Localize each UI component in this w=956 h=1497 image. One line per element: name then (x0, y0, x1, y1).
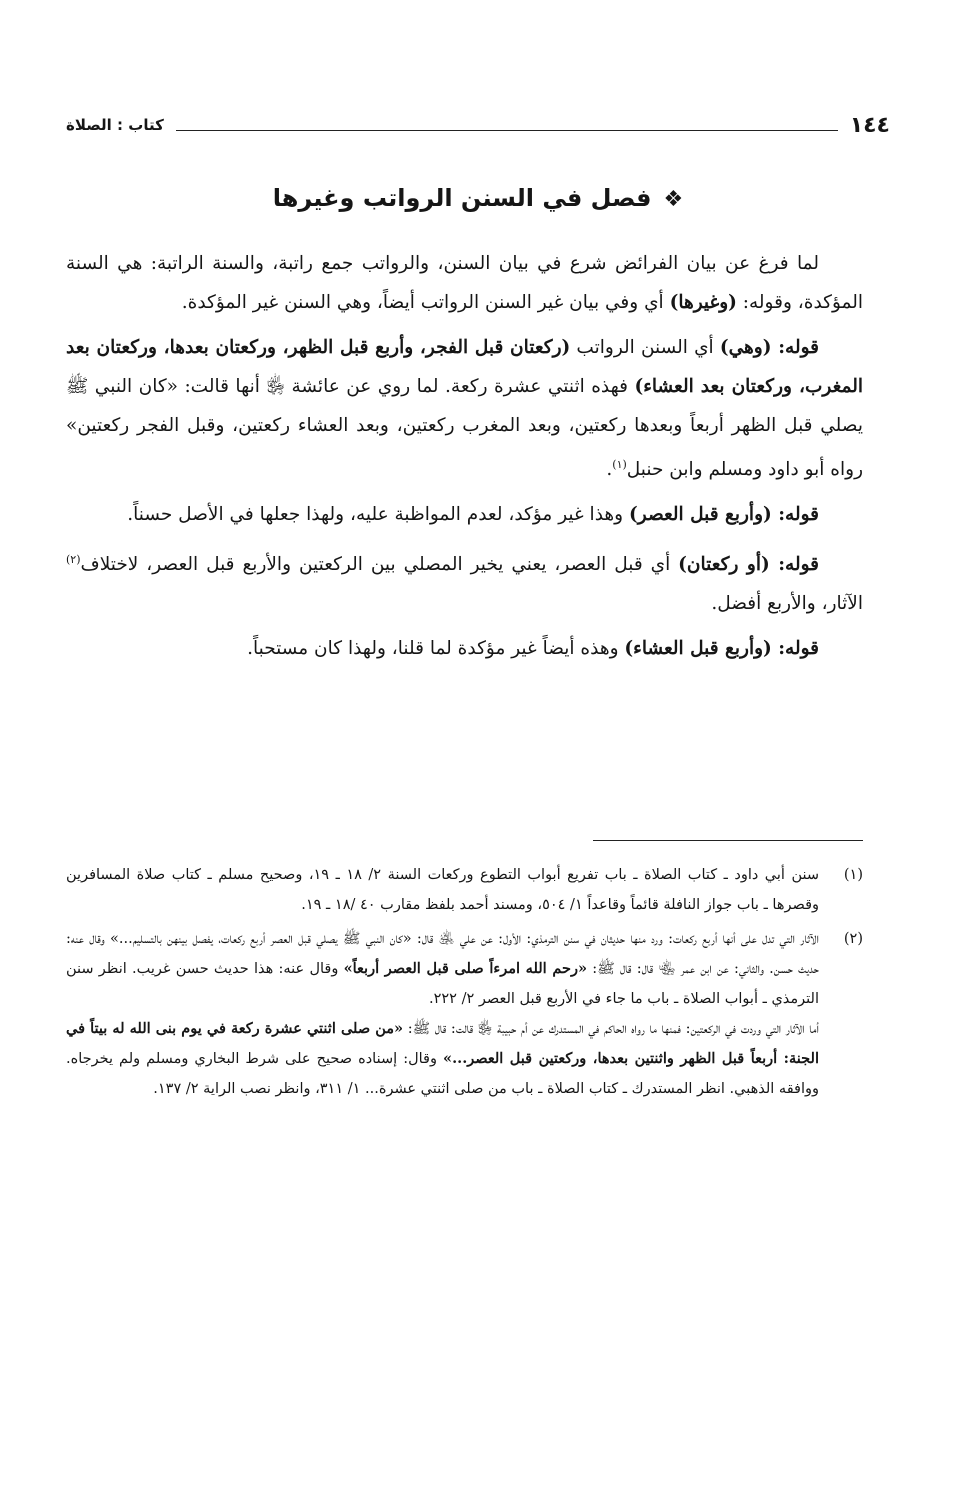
p5-rest: وهذه أيضاً غير مؤكدة لما قلنا، ولهذا كان مستحباً. (247, 638, 625, 660)
p2-text-b: فهذه اثنتي عشرة ركعة. لما روي عن عائشة ﵂ أنها قالت: «كان النبي ﷺ يصلي قبل الظهر أربعاً وبعدها ركعتين، وبعد المغرب ركعتين، وبعد العشاء ركعتين، وقبل الفجر ركعتين» رواه أبو داود ومسلم وابن حنبل (66, 376, 863, 481)
fn2-text-c: أما الآثار التي وردت في الركعتين: فمنها ما رواه الحاكم في المستدرك عن أم حبيبة ﵂ قالت: قال ﷺ: (403, 1021, 819, 1037)
p2-bold-2: (ركعتان قبل الفجر، وأربع قبل الظهر، وركعتان بعدها، وركعتان بعد المغرب، وركعتان بعد العشاء) (66, 337, 863, 397)
p2-text-a: أي السنن الرواتب (570, 337, 720, 358)
p1-bold: (وغيرها) (669, 292, 737, 313)
p4-bold: قوله: (أو ركعتان) (678, 554, 819, 576)
p3-bold: قوله: (وأربع قبل العصر) (628, 504, 819, 526)
section-title (66, 184, 890, 212)
footnote-1-number: (١) (843, 867, 863, 883)
fn2-bold-1: «رحم الله امرءاً صلى قبل العصر أربعاً» (343, 960, 588, 977)
ornament-star-icon: ❖ (663, 187, 684, 212)
fn2-bold-2: «من صلى اثنتي عشرة ركعة في يوم بنى الله له بيتاً في الجنة: أربعاً قبل الظهر واثنتين بعدها، وركعتين قبل العصر...» (66, 1020, 819, 1067)
fn2-text-d: وقال: إسناده صحيح على شرط البخاري ومسلم ولم يخرجاه. ووافقه الذهبي. انظر المستدرك ـ كتاب الصلاة ـ باب من صلى اثنتي عشرة... ١/ ٣١١، وانظر نصب الراية ٢/ ١٣٧. (66, 1051, 819, 1097)
fn2-text-a: الآثار التي تدل على أنها أربع ركعات: ورد منها حديثان في سنن الترمذي: الأول: عن علي ﵁ قال: «كان النبي ﷺ يصلي قبل العصر أربع ركعات، يفصل بينهن بالتسليم...» وقال عنه: حديث حسن. والثاني: عن ابن عمر ﵄ قال: قال ﷺ: (66, 931, 820, 977)
footnote-2-para-2 (66, 1014, 819, 1104)
fn2-text-b: وقال عنه: هذا حديث حسن غريب. انظر سنن الترمذي ـ أبواب الصلاة ـ باب ما جاء في الأربع قبل العصر ٢/ ٢٢٢. (66, 961, 819, 1007)
footnote-ref-2[interactable]: (٢) (66, 553, 81, 567)
footnote-2 (66, 924, 863, 1104)
paragraph-3 (66, 495, 863, 534)
header-rule (176, 130, 838, 131)
footnote-1-text: سنن أبي داود ـ كتاب الصلاة ـ باب تفريع أبواب التطوع وركعات السنة ٢/ ١٨ ـ ١٩، وصحيح مسلم ـ كتاب صلاة المسافرين وقصرها ـ باب جواز النافلة قائماً وقاعداً ١/ ٥٠٤، ومسند أحمد بلفظ مقارب ٤٠ /١٨ ـ ١٩. (66, 867, 820, 913)
running-header (66, 108, 890, 142)
p2-end: . (606, 459, 613, 481)
p4-text-a: أي قبل العصر، يعني يخير المصلي بين الركعتين والأربع قبل العصر، لاختلاف (80, 554, 679, 576)
footnote-1 (66, 860, 863, 920)
book-title: كتاب : الصلاة (66, 116, 164, 134)
p5-bold: قوله: (وأربع قبل العشاء) (624, 638, 819, 660)
footnote-2-number: (٢) (843, 931, 863, 947)
page-number: ١٤٤ (849, 112, 890, 138)
footnote-2-para-1 (66, 924, 819, 1014)
footnote-separator (593, 840, 863, 841)
section-title-text: فصل في السنن الرواتب وغيرها (272, 184, 652, 212)
paragraph-2 (66, 328, 863, 489)
paragraph-5 (66, 629, 863, 668)
footnote-ref-1[interactable]: (١) (612, 458, 627, 471)
p2-bold-1: قوله: (وهي) (719, 337, 819, 358)
p3-rest: وهذا غير مؤكد، لعدم المواظبة عليه، ولهذا جعلها في الأصل حسناً. (127, 504, 629, 526)
paragraph-1 (66, 244, 863, 322)
p4-text-b: الآثار، والأربع أفضل. (711, 593, 863, 615)
p1-text: لما فرغ عن بيان الفرائض شرع في بيان السنن، والرواتب جمع راتبة، والسنة الراتبة: هي السنة المؤكدة، وقوله: (66, 253, 863, 313)
footnotes (66, 860, 863, 1108)
paragraph-4 (66, 540, 863, 623)
main-text (66, 244, 863, 674)
p1-rest: أي وفي بيان غير السنن الرواتب أيضاً، وهي السنن غير المؤكدة. (181, 292, 670, 313)
